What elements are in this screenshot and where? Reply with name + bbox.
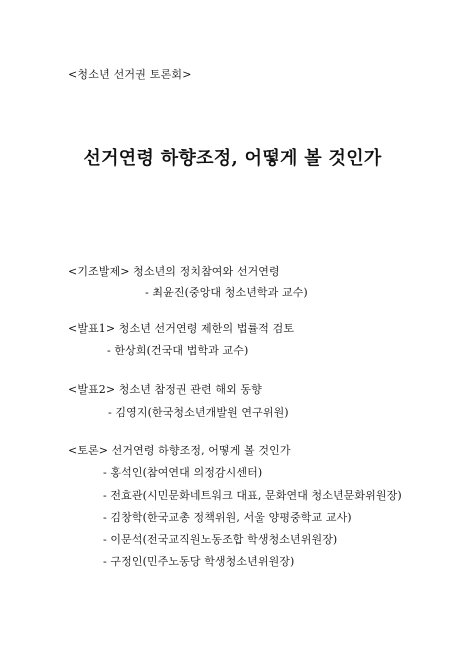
presentation-2-speaker: - 김영지(한국청소년개발원 연구위원): [108, 406, 289, 419]
discussion-heading: <토론> 선거연령 하향조정, 어떻게 볼 것인가: [68, 444, 291, 457]
discussion-panelist: - 김창학(한국교총 정책위원, 서울 양평중학교 교사): [103, 511, 352, 524]
discussion-panelist: - 홍석인(참여연대 의정감시센터): [103, 466, 263, 479]
presentation-1-heading: <발표1> 청소년 선거연령 제한의 법률적 검토: [68, 322, 295, 335]
discussion-panelist: - 전효관(시민문화네트워크 대표, 문화연대 청소년문화위원장): [103, 489, 402, 502]
presentation-2-heading: <발표2> 청소년 참정권 관련 해외 동향: [68, 383, 262, 396]
discussion-panelist: - 이문석(전국교직원노동조합 학생청소년위원장): [103, 533, 338, 546]
event-label: <청소년 선거권 토론회>: [68, 68, 192, 81]
keynote-speaker: - 최윤진(중앙대 청소년학과 교수): [145, 286, 308, 299]
keynote-heading: <기조발제> 청소년의 정치참여와 선거연령: [68, 265, 280, 278]
presentation-1-speaker: - 한상희(건국대 법학과 교수): [107, 344, 249, 357]
document-title: 선거연령 하향조정, 어떻게 볼 것인가: [83, 148, 382, 169]
discussion-panelist: - 구정인(민주노동당 학생청소년위원장): [103, 555, 295, 568]
